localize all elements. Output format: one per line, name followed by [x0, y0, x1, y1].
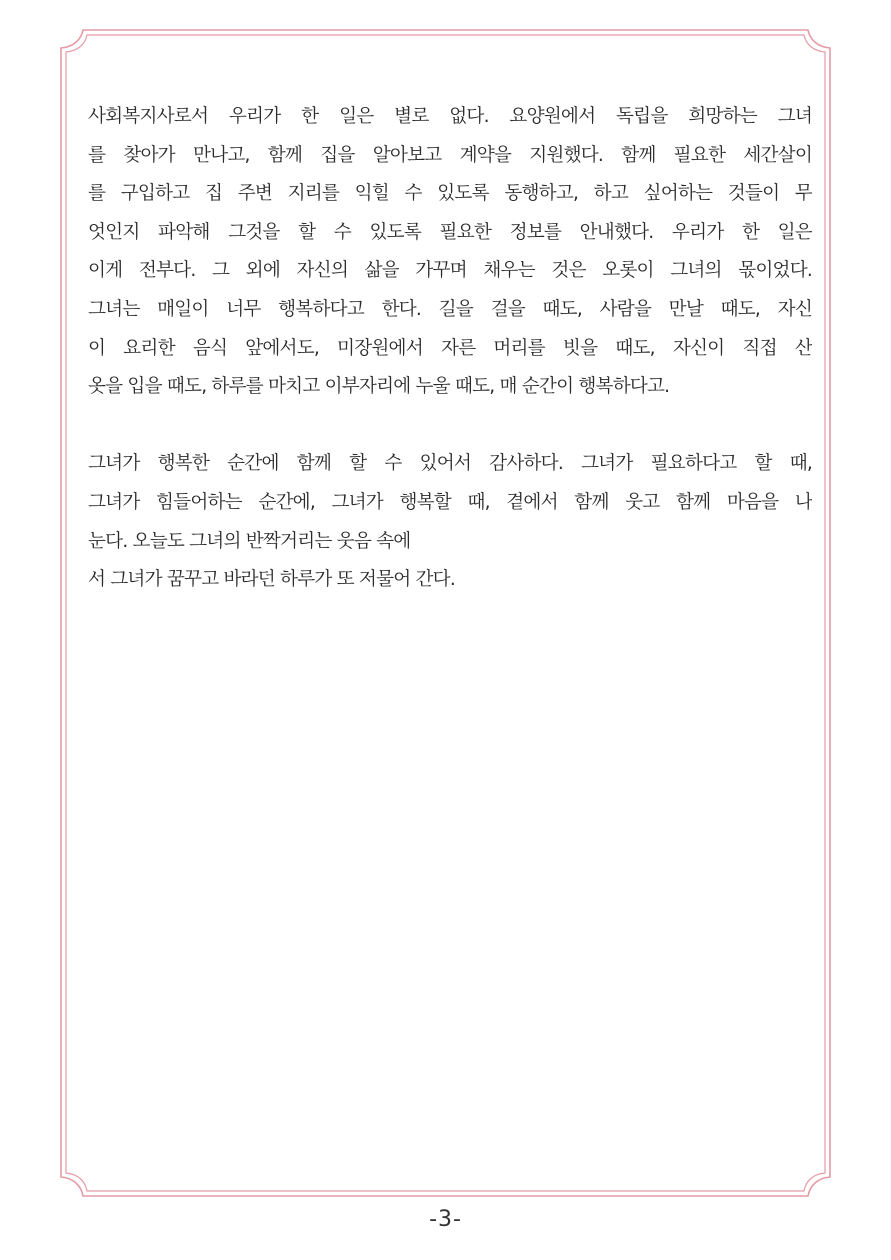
text-line: 이 요리한 음식 앞에서도, 미장원에서 자른 머리를 빗을 때도, 자신이 직접 산	[88, 337, 812, 359]
text-line: 그녀가 힘들어하는 순간에, 그녀가 행복할 때, 곁에서 함께 웃고 함께 마음을 나	[88, 491, 812, 513]
text-line: 를 찾아가 만나고, 함께 집을 알아보고 계약을 지원했다. 함께 필요한 세간살이	[88, 144, 812, 166]
page-number: -3-	[429, 1207, 462, 1232]
paragraph-spacer	[88, 407, 812, 446]
text-line: 엇인지 파악해 그것을 할 수 있도록 필요한 정보를 안내했다. 우리가 한 일은	[88, 221, 812, 243]
text-line: 그녀가 행복한 순간에 함께 할 수 있어서 감사하다. 그녀가 필요하다고 할 때,	[88, 453, 812, 475]
paragraph-2	[88, 445, 812, 599]
text-line: 를 구입하고 집 주변 지리를 익힐 수 있도록 동행하고, 하고 싶어하는 것들이 무	[88, 183, 812, 205]
text-line: 그녀는 매일이 너무 행복하다고 한다. 길을 걸을 때도, 사람을 만날 때도, 자신	[88, 298, 812, 320]
text-line: 서 그녀가 꿈꾸고 바라던 하루가 또 저물어 간다.	[88, 569, 455, 591]
body-text	[88, 98, 812, 600]
paragraph-1	[88, 98, 812, 407]
text-line: 눈다. 오늘도 그녀의 반짝거리는 웃음 속에	[88, 530, 411, 552]
text-line: 이게 전부다. 그 외에 자신의 삶을 가꾸며 채우는 것은 오롯이 그녀의 몫이었다.	[88, 260, 812, 282]
text-line: 사회복지사로서 우리가 한 일은 별로 없다. 요양원에서 독립을 희망하는 그녀	[88, 106, 812, 127]
text-line: 옷을 입을 때도, 하루를 마치고 이부자리에 누울 때도, 매 순간이 행복하다고.	[88, 376, 670, 398]
